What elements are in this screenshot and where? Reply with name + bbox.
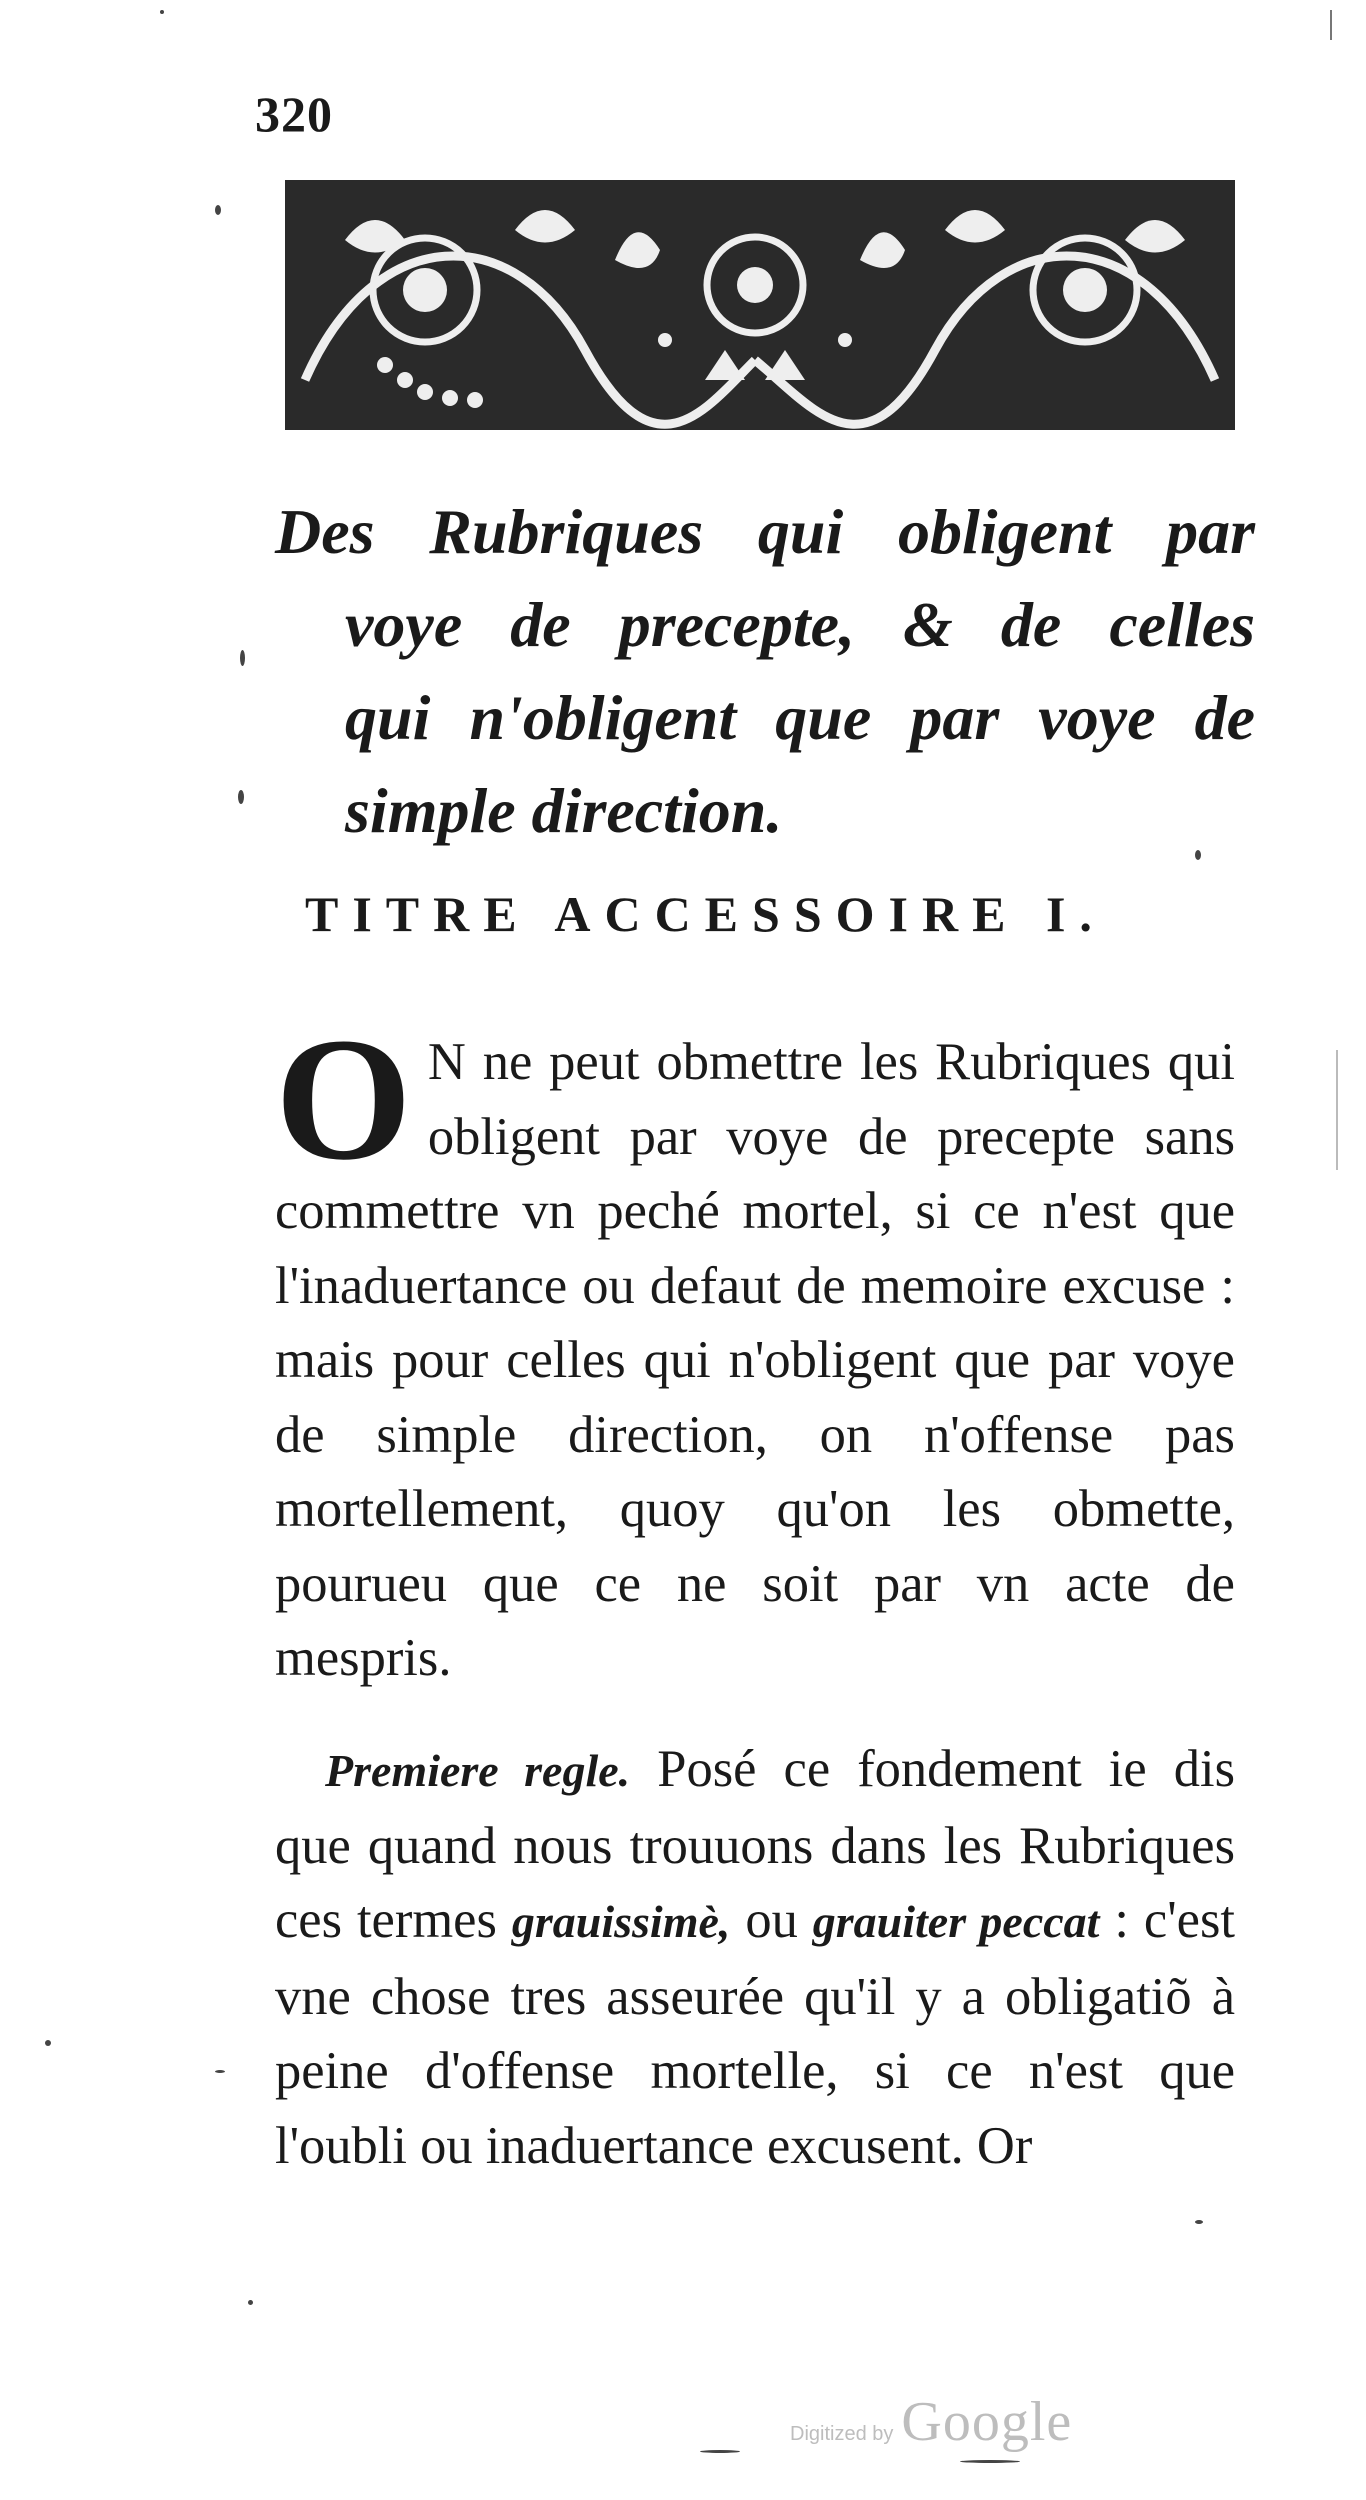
scan-speck: [238, 790, 244, 804]
section-title: TITRE ACCESSOIRE I.: [305, 886, 1106, 942]
heading-line: qui n'obligent que par voye de: [345, 682, 1255, 753]
digitization-watermark: [790, 2390, 1072, 2454]
paragraph-1: [275, 1002, 1235, 1696]
paragraph-1-text: N ne peut obmettre les Rubriques qui obligent par voye de precepte sans commettre vn peché mortel, si ce n'est que l'inaduertance ou defaut de memoire excuse : mais pour celles qui n'obligent que par voye de simple direction, on n'offense pas mortellement, quoy qu'on les obmette, pourueu que ce ne soit par vn acte de mespris.: [275, 1033, 1235, 1687]
latin-term: grauissimè,: [511, 1896, 731, 1947]
scan-speck: [960, 2460, 1020, 2463]
drop-cap-initial: O: [275, 1002, 412, 1197]
page-number: 320: [255, 86, 333, 142]
scan-edge-mark: [1330, 10, 1332, 40]
paragraph-2-text-b: ou: [730, 1891, 813, 1949]
scan-speck: [160, 10, 164, 14]
paragraph-2-text-a: Posé ce fondement ie dis que quand nous trouuons dans les Rubriques ces termes: [275, 1740, 1236, 1949]
scan-speck: [215, 205, 221, 215]
scan-speck: [240, 650, 245, 666]
rule-label: Premiere regle.: [325, 1745, 631, 1796]
chapter-heading: [275, 485, 1255, 857]
floral-ornament-banner: [285, 180, 1235, 430]
google-logo: Google: [901, 2391, 1073, 2453]
watermark-prefix: Digitized by: [790, 2423, 894, 2445]
scan-speck: [45, 2040, 51, 2046]
heading-line: Des Rubriques qui obligent par: [275, 496, 1255, 567]
latin-term: grauiter peccat: [812, 1896, 1100, 1947]
scan-speck: [1195, 2220, 1203, 2224]
heading-line: voye de precepte, & de celles: [345, 589, 1255, 660]
scan-speck: [700, 2450, 740, 2453]
paragraph-2-text-c: : c'est vne chose tres asseurée qu'il y a obligatiõ à peine d'offense mortelle, si ce n'est que l'oubli ou inaduertance excusent. Or: [275, 1891, 1235, 2175]
scan-edge-mark: [1336, 1050, 1338, 1170]
scan-speck: [215, 2070, 225, 2073]
paragraph-2: [275, 1732, 1235, 2183]
scan-speck: [248, 2300, 253, 2305]
heading-line: simple direction.: [345, 775, 783, 846]
